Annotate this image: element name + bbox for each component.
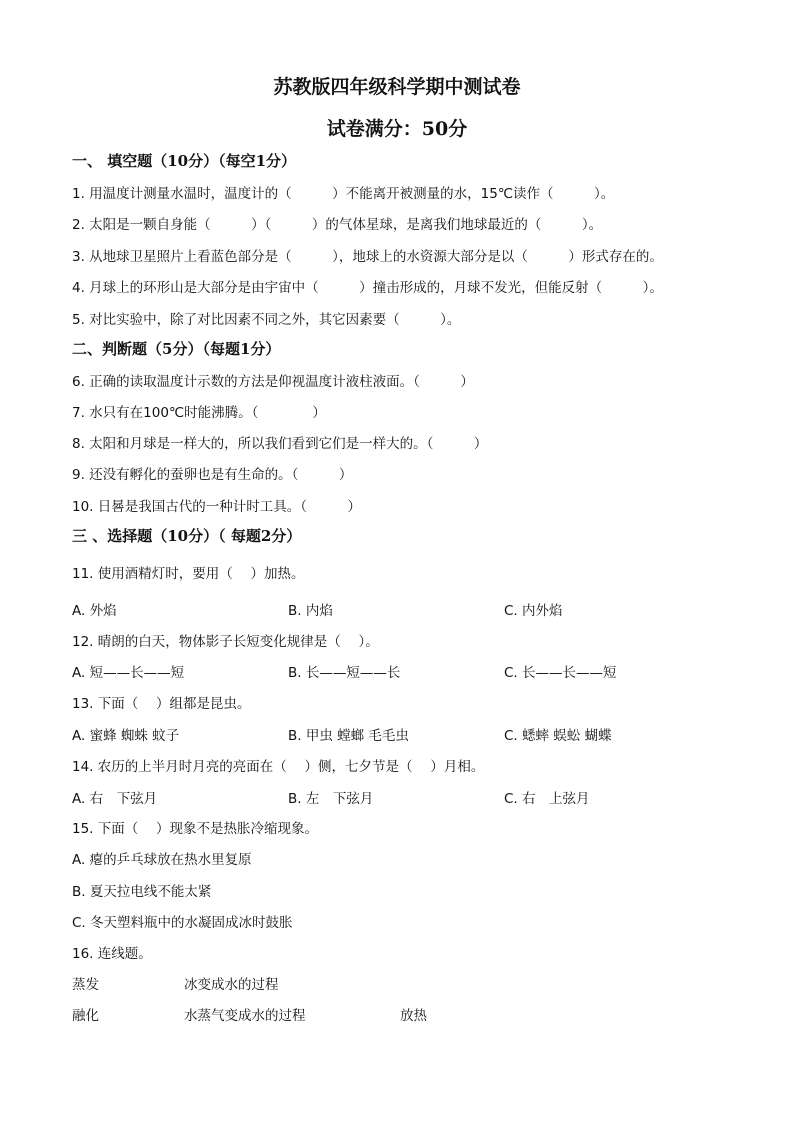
section-heading-judge: 二、判断题（5分）（每题1分）	[72, 340, 281, 358]
match-left-1: 蒸发	[72, 977, 99, 993]
q15-option-a: A. 瘪的乒乓球放在热水里复原	[72, 852, 252, 868]
q15-option-c: C. 冬天塑料瓶中的水凝固成冰时鼓胀	[72, 915, 293, 931]
question-3: 3. 从地球卫星照片上看蓝色部分是（ ），地球上的水资源大部分是以（ ）形式存在的。	[72, 249, 663, 265]
q12-option-b: B. 长——短——长	[288, 665, 401, 681]
question-1: 1. 用温度计测量水温时，温度计的（ ）不能离开被测量的水，15℃读作（ ）。	[72, 186, 615, 202]
q11-option-c: C. 内外焰	[504, 603, 563, 619]
exam-title: 苏教版四年级科学期中测试卷	[273, 76, 521, 98]
question-9: 9. 还没有孵化的蚕卵也是有生命的。（ ）	[72, 467, 353, 483]
q12-option-a: A. 短——长——短	[72, 665, 185, 681]
question-7: 7. 水只有在100℃时能沸腾。（ ）	[72, 405, 326, 421]
match-left-2: 融化	[72, 1008, 99, 1024]
q11-option-b: B. 内焰	[288, 603, 333, 619]
q12-option-c: C. 长——长——短	[504, 665, 617, 681]
q14-option-a: A. 右 下弦月	[72, 791, 158, 807]
question-8: 8. 太阳和月球是一样大的，所以我们看到它们是一样大的。（ ）	[72, 436, 488, 452]
q13-option-a: A. 蜜蜂 蜘蛛 蚊子	[72, 728, 180, 744]
match-middle-1: 冰变成水的过程	[184, 977, 279, 993]
question-11: 11. 使用酒精灯时，要用（ ）加热。	[72, 566, 305, 582]
match-right-2: 放热	[400, 1008, 427, 1024]
question-15: 15. 下面（ ）现象不是热胀冷缩现象。	[72, 821, 319, 837]
question-4: 4. 月球上的环形山是大部分是由宇宙中（ ）撞击形成的，月球不发光，但能反射（ ）。	[72, 280, 663, 296]
section-heading-fill: 一、 填空题（10分）（每空1分）	[72, 152, 297, 170]
question-13: 13. 下面（ ）组都是昆虫。	[72, 696, 251, 712]
exam-subtitle: 试卷满分：50分	[326, 118, 468, 140]
question-5: 5. 对比实验中，除了对比因素不同之外，其它因素要（ ）。	[72, 312, 461, 328]
q14-option-b: B. 左 下弦月	[288, 791, 374, 807]
question-2: 2. 太阳是一颗自身能（ ）（ ）的气体星球，是离我们地球最近的（ ）。	[72, 217, 603, 233]
section-heading-choice: 三 、选择题（10分）（ 每题2分）	[72, 527, 302, 545]
question-16: 16. 连线题。	[72, 946, 152, 962]
q13-option-c: C. 蟋蟀 蜈蚣 蝴蝶	[504, 728, 612, 744]
q11-option-a: A. 外焰	[72, 603, 117, 619]
q14-option-c: C. 右 上弦月	[504, 791, 590, 807]
question-14: 14. 农历的上半月时月亮的亮面在（ ）侧，七夕节是（ ）月相。	[72, 759, 485, 775]
match-middle-2: 水蒸气变成水的过程	[184, 1008, 306, 1024]
q13-option-b: B. 甲虫 螳螂 毛毛虫	[288, 728, 409, 744]
question-10: 10. 日晷是我国古代的一种计时工具。（ ）	[72, 499, 362, 515]
question-12: 12. 晴朗的白天，物体影子长短变化规律是（ ）。	[72, 634, 379, 650]
q15-option-b: B. 夏天拉电线不能太紧	[72, 884, 212, 900]
question-6: 6. 正确的读取温度计示数的方法是仰视温度计液柱液面。（ ）	[72, 374, 474, 390]
